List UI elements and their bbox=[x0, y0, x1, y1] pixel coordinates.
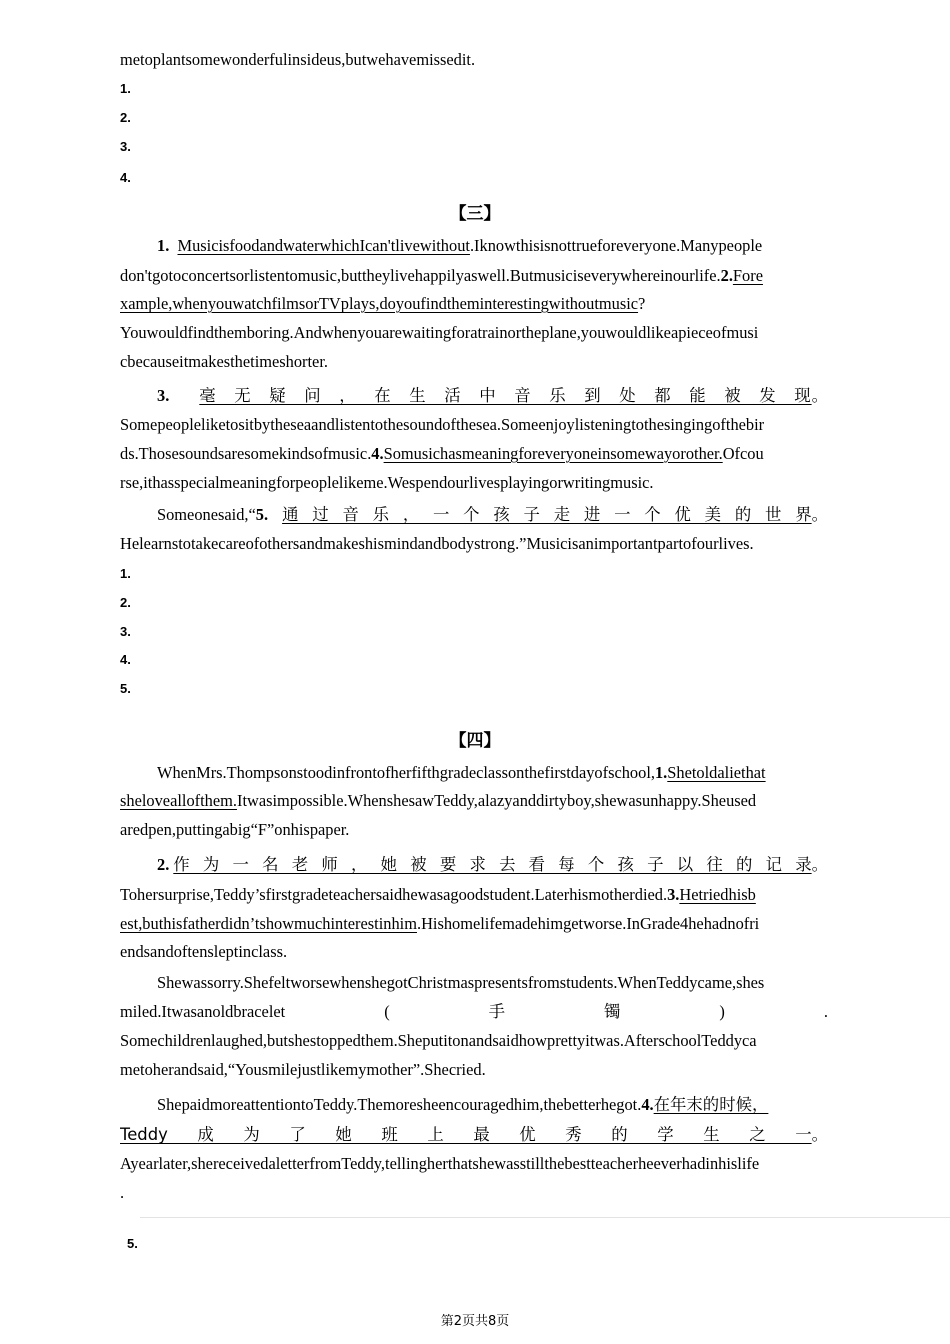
paragraph-line: endsandoftensleptinclass. bbox=[120, 942, 288, 961]
text: . bbox=[823, 1002, 828, 1021]
paragraph-line bbox=[120, 884, 828, 906]
answer-number: 3. bbox=[120, 139, 131, 154]
underlined-sentence: est,buthisfatherdidn’tshowmuchinterestinhim bbox=[120, 914, 417, 933]
paragraph-line: rse,ithasspecialmeaningforpeoplelikeme.Wespendourlivesplayingorwritingmusic. bbox=[120, 473, 654, 492]
carryover-line: metoplantsomewonderfulinsideus,butwehavemissedit. bbox=[120, 50, 476, 69]
paragraph-line: Somepeopleliketositbytheseaandlistentothesoundofthesea.Someenjoylisteningtothesingingofthebir bbox=[120, 415, 765, 434]
underlined-chinese-sentence: 作为一名老师，她被要求去看每个孩子以往的记录 bbox=[173, 855, 812, 874]
underlined-sentence: sheloveallofthem. bbox=[120, 791, 237, 810]
paragraph-line bbox=[157, 854, 828, 876]
answer-number: 3. bbox=[120, 624, 131, 639]
paragraph-line bbox=[157, 1094, 828, 1116]
text: .Iknowthisisnottrueforeveryone.Manypeople bbox=[469, 236, 763, 255]
paragraph-line bbox=[157, 762, 828, 784]
paragraph-line bbox=[157, 504, 828, 526]
text: ? bbox=[638, 294, 646, 313]
underlined-sentence: MusicisfoodandwaterwhichIcan'tlivewithout bbox=[177, 236, 470, 255]
paragraph-line bbox=[120, 1124, 828, 1146]
paragraph-line: cbecauseitmakesthetimeshorter. bbox=[120, 352, 328, 371]
paragraph-line bbox=[120, 293, 828, 315]
answer-number: 1. bbox=[120, 81, 131, 96]
text: Someonesaid,“ bbox=[157, 505, 256, 524]
text: Tohersurprise,Teddy’sfirstgradeteachersaidhewasagoodstudent.Laterhismotherdied. bbox=[120, 885, 668, 904]
answer-number: 4. bbox=[120, 652, 131, 667]
text: 手 bbox=[488, 1002, 506, 1021]
answer-number: 2. bbox=[120, 595, 131, 610]
paragraph-line: Youwouldfindthemboring.Andwhenyouarewaitingforatrainortheplane,youwouldlikeapieceofmusi bbox=[120, 323, 759, 342]
text: miled.Itwasanoldbracelet bbox=[120, 1002, 286, 1021]
paragraph-line bbox=[120, 443, 828, 465]
underlined-sentence: xample,whenyouwatchfilmsorTVplays,doyoufindtheminterestingwithoutmusic bbox=[120, 294, 639, 313]
paragraph-line bbox=[120, 265, 828, 287]
question-number: 4. bbox=[641, 1095, 654, 1114]
paragraph-line: Helearnstotakecareofothersandmakeshismindandbodystrong.”Musicisanimportantpartofourlives. bbox=[120, 534, 754, 553]
text: .Hishomelifemadehimgetworse.InGrade4hehadnofri bbox=[416, 914, 760, 933]
answer-number: 1. bbox=[120, 566, 131, 581]
question-number: 3. bbox=[667, 885, 680, 904]
text: ( bbox=[384, 1002, 390, 1021]
answer-number: 4. bbox=[120, 170, 131, 185]
question-number: 5. bbox=[255, 505, 269, 524]
paragraph-line bbox=[120, 913, 828, 935]
paragraph-line: Shewassorry.ShefeltworsewhenshegotChristmaspresentsfromstudents.WhenTeddycame,shes bbox=[157, 973, 765, 992]
question-number: 1. bbox=[157, 236, 170, 255]
underlined-sentence: Fore bbox=[732, 266, 763, 285]
paragraph-line: Somechildrenlaughed,butshestoppedthem.Sheputitonandsaidhowprettyitwas.AfterschoolTeddyca bbox=[120, 1031, 757, 1050]
question-number: 2. bbox=[720, 266, 733, 285]
question-number: 1. bbox=[654, 763, 668, 782]
paragraph-line: aredpen,puttingabig“F”onhispaper. bbox=[120, 820, 350, 839]
page-footer: 第2页共8页 bbox=[440, 1314, 510, 1329]
paragraph-line bbox=[157, 385, 828, 407]
paragraph-line: . bbox=[120, 1183, 125, 1202]
underlined-chinese-sentence: 毫无疑问，在生活中音乐到处都能被发现 bbox=[199, 386, 812, 405]
text: ds.Thosesoundsaresomekindsofmusic. bbox=[120, 444, 372, 463]
question-number: 2. bbox=[157, 855, 170, 874]
text: ShepaidmoreattentiontoTeddy.Themoresheencouragedhim,thebetterhegot. bbox=[157, 1095, 642, 1114]
divider bbox=[140, 1217, 950, 1218]
underlined-sentence: Shetoldaliethat bbox=[667, 763, 766, 782]
text: don'tgotoconcertsorlistentomusic,buttheylivehappilyaswell.Butmusiciseverywhereinourlife. bbox=[120, 266, 721, 285]
paragraph-line bbox=[120, 790, 828, 812]
text: 。 bbox=[811, 386, 828, 405]
text: 镯 bbox=[604, 1002, 621, 1021]
text: 。 bbox=[811, 1125, 828, 1144]
section-heading-3: 【三】 bbox=[449, 204, 501, 224]
section-heading-4: 【四】 bbox=[449, 731, 501, 751]
underlined-sentence: Somusichasmeaningforeveryoneinsomewayorother. bbox=[383, 444, 723, 463]
answer-number: 5. bbox=[120, 681, 131, 696]
question-number: 4. bbox=[371, 444, 384, 463]
answer-number: 2. bbox=[120, 110, 131, 125]
paragraph-line bbox=[157, 235, 828, 257]
text: WhenMrs.Thompsonstoodinfrontofherfifthgradeclassonthefirstdayofschool, bbox=[157, 763, 655, 782]
paragraph-line: metoherandsaid,“Yousmilejustlikemymother”.Shecried. bbox=[120, 1060, 486, 1079]
underlined-chinese-sentence: 通过音乐，一个孩子走进一个优美的世界 bbox=[282, 505, 812, 524]
answer-number: 5. bbox=[127, 1236, 138, 1251]
text: 。 bbox=[811, 505, 828, 524]
text: 。 bbox=[811, 855, 828, 874]
question-number: 3. bbox=[157, 386, 170, 405]
text: Itwasimpossible.WhenshesawTeddy,alazyanddirtyboy,shewasunhappy.Sheused bbox=[236, 791, 757, 810]
text: Ofcou bbox=[722, 444, 764, 463]
underlined-chinese-sentence: Teddy成为了她班上最优秀的学生之一 bbox=[120, 1125, 812, 1144]
paragraph-line bbox=[120, 1001, 828, 1023]
paragraph-line: Ayearlater,shereceivedaletterfromTeddy,tellingherthatshewasstillthebestteacherheeverhadinhislife bbox=[120, 1154, 760, 1173]
underlined-sentence: Hetriedhisb bbox=[679, 885, 756, 904]
text: ) bbox=[719, 1002, 725, 1021]
underlined-chinese-sentence: 在年末的时候， bbox=[653, 1095, 769, 1114]
